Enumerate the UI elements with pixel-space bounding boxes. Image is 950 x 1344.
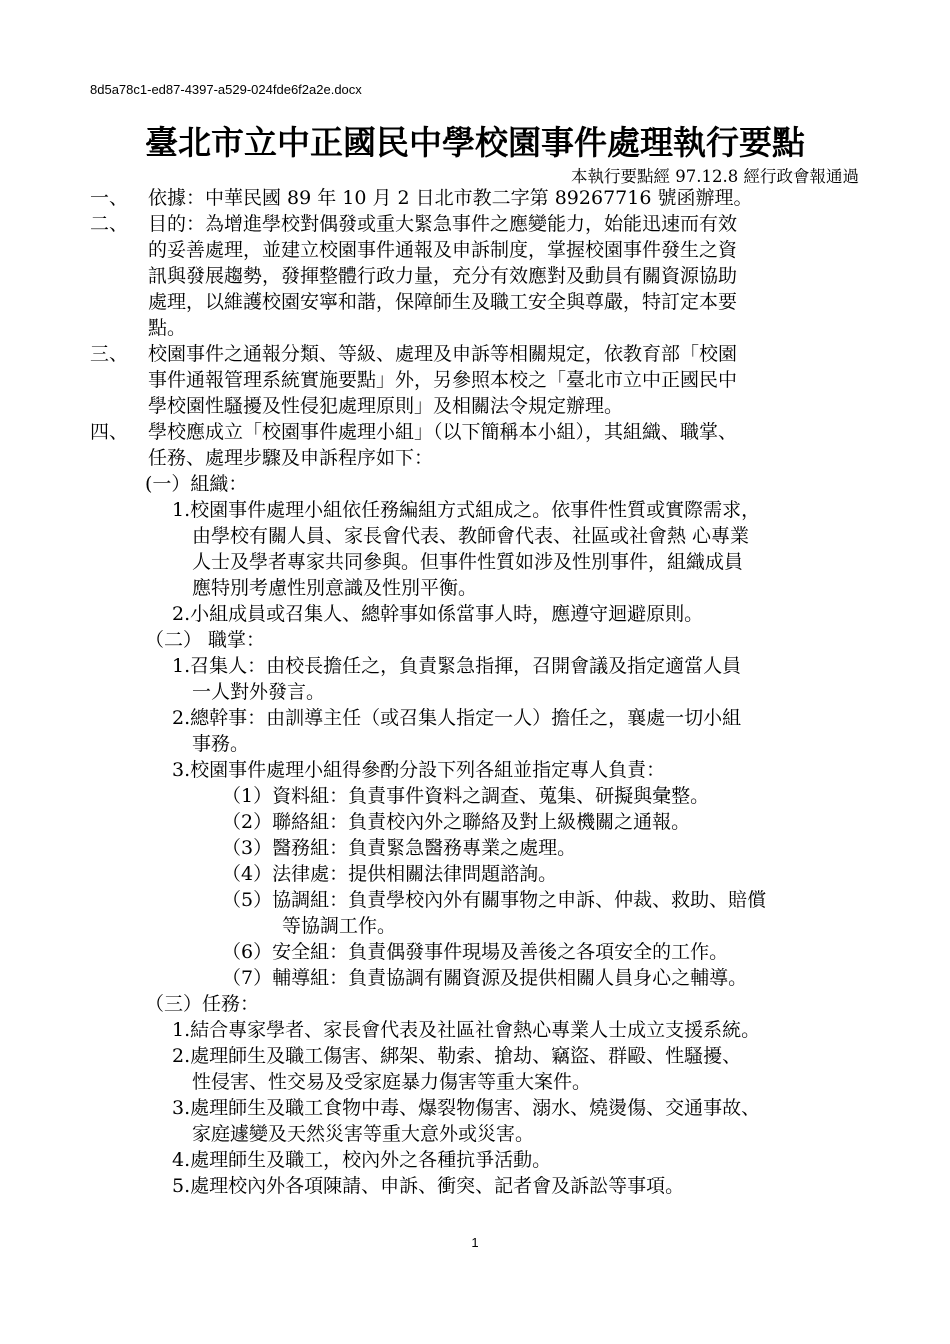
sub3-item-4: 4.處理師生及職工，校內外之各種抗爭活動。 — [172, 1149, 552, 1171]
sub2-item-1: 1.召集人：由校長擔任之，負責緊急指揮，召開會議及指定適當人員 — [172, 655, 742, 677]
sub3-item-2: 2.處理師生及職工傷害、綁架、勒索、搶劫、竊盜、群毆、性騷擾、 — [172, 1045, 742, 1067]
group-liaison: （2）聯絡組：負責校內外之聯絡及對上級機關之通報。 — [222, 811, 691, 833]
sub1-item-1-cont: 人士及學者專家共同參與。但事件性質如涉及性別事件，組織成員 — [192, 551, 744, 573]
section-3-number: 三、 — [90, 343, 129, 365]
sub3-item-5: 5.處理校內外各項陳請、申訴、衝突、記者會及訴訟等事項。 — [172, 1175, 685, 1197]
section-3-line: 校園事件之通報分類、等級、處理及申訴等相關規定，依教育部「校園 — [148, 343, 738, 365]
group-medical: （3）醫務組：負責緊急醫務專業之處理。 — [222, 837, 577, 859]
group-legal: （4）法律處：提供相關法律問題諮詢。 — [222, 863, 558, 885]
section-1-number: 一、 — [90, 187, 129, 209]
sub3-heading: （三）任務： — [145, 993, 260, 1015]
section-2-line: 目的：為增進學校對偶發或重大緊急事件之應變能力，始能迅速而有效 — [148, 213, 738, 235]
sub1-heading: (一）組織： — [145, 473, 248, 495]
sub2-item-3: 3.校園事件處理小組得參酌分設下列各組並指定專人負責： — [172, 759, 666, 781]
page-number: 1 — [471, 1235, 479, 1250]
section-2-line: 的妥善處理，並建立校園事件通報及申訴制度，掌握校園事件發生之資 — [148, 239, 738, 261]
section-4-number: 四、 — [90, 421, 129, 443]
sub1-item-1: 1.校園事件處理小組依任務編組方式組成之。依事件性質或實際需求， — [172, 499, 761, 521]
section-2-line: 點。 — [148, 317, 187, 339]
sub3-item-3: 3.處理師生及職工食物中毒、爆裂物傷害、溺水、燒燙傷、交通事故、 — [172, 1097, 761, 1119]
section-4-line: 學校應成立「校園事件處理小組」（以下簡稱本小組），其組織、職掌、 — [148, 421, 738, 443]
sub1-item-1-cont: 應特別考慮性別意識及性別平衡。 — [192, 577, 478, 599]
document-title: 臺北市立中正國民中學校園事件處理執行要點 — [145, 123, 805, 162]
sub2-heading: （二） 職掌： — [145, 629, 266, 651]
section-4-line: 任務、處理步驟及申訴程序如下： — [148, 447, 434, 469]
sub2-item-2-cont: 事務。 — [192, 733, 250, 755]
sub3-item-2-cont: 性侵害、性交易及受家庭暴力傷害等重大案件。 — [192, 1071, 592, 1093]
sub3-item-3-cont: 家庭遽變及天然災害等重大意外或災害。 — [192, 1123, 535, 1145]
sub2-item-2: 2.總幹事：由訓導主任（或召集人指定一人）擔任之，襄處一切小組 — [172, 707, 742, 729]
section-2-line: 處理，以維護校園安寧和諧，保障師生及職工安全與尊嚴，特訂定本要 — [148, 291, 738, 313]
group-coordination: （5）協調組：負責學校內外有關事物之申訴、仲裁、救助、賠償 — [222, 889, 767, 911]
sub3-item-1: 1.結合專家學者、家長會代表及社區社會熱心專業人士成立支援系統。 — [172, 1019, 761, 1041]
sub1-item-2: 2.小組成員或召集人、總幹事如係當事人時，應遵守迴避原則。 — [172, 603, 704, 625]
sub1-item-1-cont: 由學校有關人員、家長會代表、教師會代表、社區或社會熱 心專業 — [192, 525, 750, 547]
section-2-number: 二、 — [90, 213, 129, 235]
approval-note: 本執行要點經 97.12.8 經行政會報通過 — [571, 167, 859, 186]
section-1-line: 依據：中華民國 89 年 10 月 2 日北市教二字第 89267716 號函辦理。 — [148, 187, 753, 209]
section-3-line: 事件通報管理系統實施要點」外，另參照本校之「臺北市立中正國民中 — [148, 369, 738, 391]
sub2-item-1-cont: 一人對外發言。 — [192, 681, 326, 703]
section-3-line: 學校園性騷擾及性侵犯處理原則」及相關法令規定辦理。 — [148, 395, 624, 417]
group-safety: （6）安全組：負責偶發事件現場及善後之各項安全的工作。 — [222, 941, 729, 963]
group-data: （1）資料組：負責事件資料之調查、蒐集、研擬與彙整。 — [222, 785, 710, 807]
file-name: 8d5a78c1-ed87-4397-a529-024fde6f2a2e.docx — [90, 82, 362, 97]
group-counseling: （7）輔導組：負責協調有關資源及提供相關人員身心之輔導。 — [222, 967, 748, 989]
group-coordination-cont: 等協調工作。 — [282, 915, 397, 937]
section-2-line: 訊與發展趨勢，發揮整體行政力量，充分有效應對及動員有關資源協助 — [148, 265, 738, 287]
